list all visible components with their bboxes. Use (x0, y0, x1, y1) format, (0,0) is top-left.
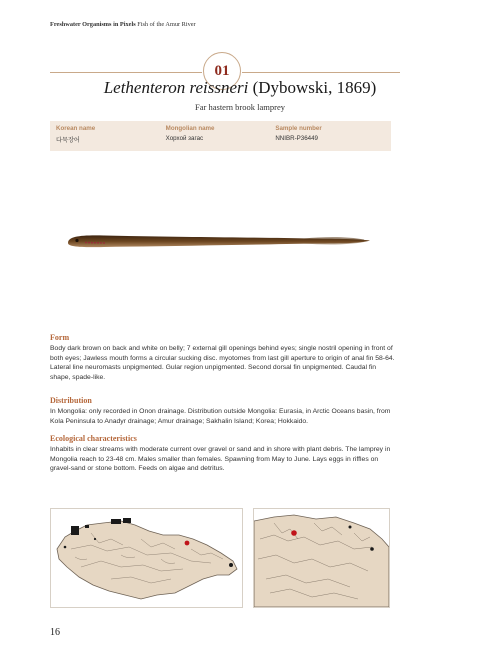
species-number: 01 (214, 62, 230, 79)
divider-right (242, 72, 400, 73)
running-head (50, 21, 196, 28)
korean-name-value: 다묵장어 (56, 137, 80, 144)
authority: (Dybowski, 1869) (252, 78, 377, 97)
ecology-text: Inhabits in clear streams with moderate current over gravel or sand and in shore with plant debris. The lamprey in Mongolia reach to 23-48 cm. Males smaller than females. Spawning from May to June. Lays eggs in riffles on gravel-sand or stone bottom. Feeds on algae and detritus. (50, 446, 391, 473)
distribution-heading: Distribution (50, 396, 92, 405)
distribution-text: In Mongolia: only recorded in Onon drainage. Distribution outside Mongolia: Eurasia, in Arctic Oceans basin, from Kola Peninsula to Anadyr drainage; Amur drainage; Sakhalin Island; Korea; Hokkaido. (50, 408, 391, 425)
record-dot-large-map (185, 541, 190, 546)
lamprey-illustration (64, 226, 374, 256)
record-dot-detail-map (291, 530, 297, 536)
series-subtitle: Fish of the Amur River (137, 21, 196, 28)
series-title: Freshwater Organisms in Pixels (50, 21, 136, 28)
mongolian-name-col (166, 125, 276, 151)
onon-distribution-map (253, 508, 390, 608)
page-number: 16 (50, 627, 60, 638)
lamprey-photo (64, 226, 374, 256)
species-title (0, 78, 480, 98)
mongolia-distribution-map (50, 508, 243, 608)
sample-number-label: Sample number (275, 125, 322, 132)
ecology-heading: Ecological characteristics (50, 434, 137, 443)
sample-number-value: NNIBR-P36449 (275, 135, 318, 142)
divider-left (50, 72, 202, 73)
mongolian-name-label: Mongolian name (165, 125, 215, 132)
common-name: Far hastern brook lamprey (195, 102, 285, 112)
korean-name-col (56, 125, 166, 151)
mongolian-name-value: Хорхой загас (165, 135, 204, 142)
form-heading: Form (50, 333, 70, 342)
korean-name-label: Korean name (56, 125, 96, 132)
form-text: Body dark brown on back and white on belly; 7 external gill openings behind eyes; single nostril opening in front of both eyes; Jawless mouth forms a circular sucking disc. myotomes from last gill aperture to origin of anal fin 58-64. Lateral line neuromasts unpigmented. Gular region unpigmented. Second dorsal fin unpigmented. Caudal fin shape, spade-like. (50, 345, 395, 381)
mongolia-map-illustration (51, 509, 242, 607)
onon-map-illustration (254, 509, 389, 607)
scientific-name: Lethenteron reissneri (103, 78, 249, 97)
sample-number-col (275, 125, 385, 151)
name-info-box (50, 121, 391, 151)
